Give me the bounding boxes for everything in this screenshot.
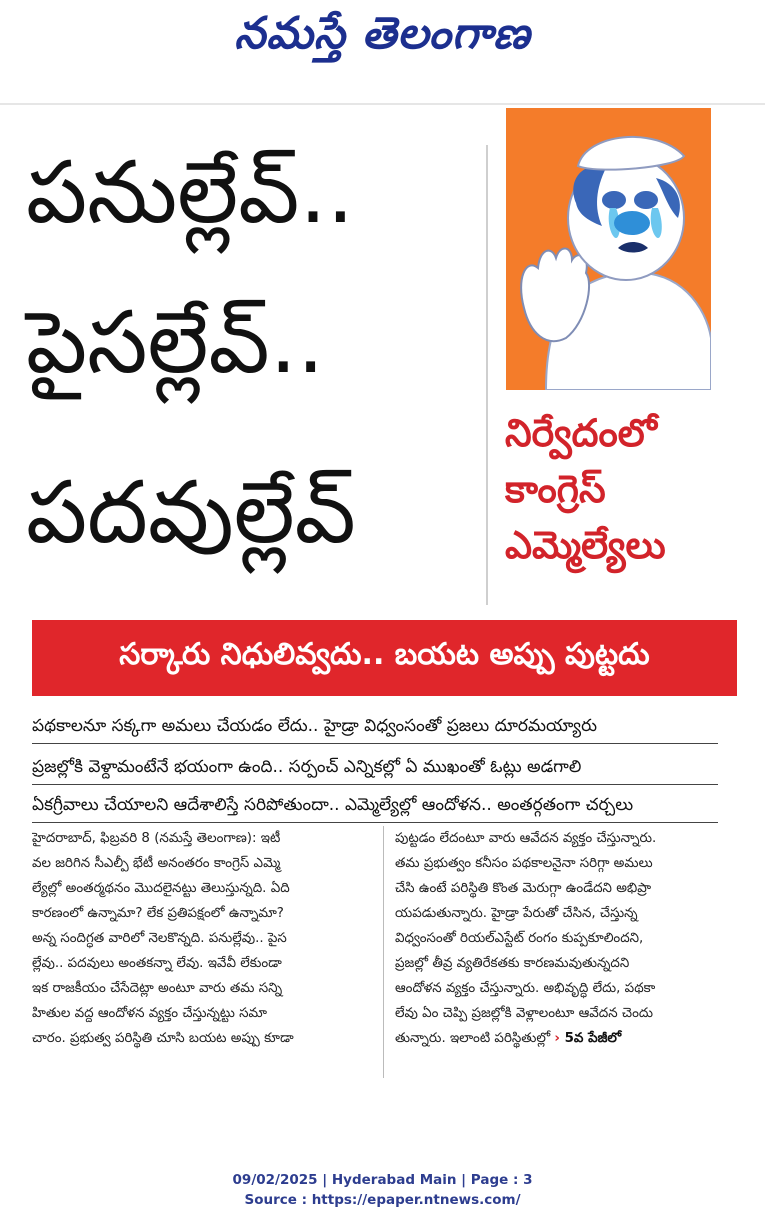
page-footer	[0, 1170, 765, 1210]
body-line: ఆందోళన వ్యక్తం చేస్తున్నారు. అభివృద్ధి లేదు, పథకా	[395, 981, 656, 996]
deck-divider-1	[32, 743, 718, 744]
article-column-right	[395, 826, 735, 1051]
deck-line-1: పథకాలనూ సక్కగా అమలు చేయడం లేదు.. హైడ్రా విధ్వంసంతో ప్రజలు దూరమయ్యారు	[32, 716, 598, 736]
body-line: చేసి ఉంటే పరిస్థితి కొంత మెరుగ్గా ఉండేదని అభిప్రా	[395, 881, 652, 896]
subheadline-banner	[32, 620, 737, 696]
body-line: హైదరాబాద్, ఫిబ్రవరి 8 (నమస్తే తెలంగాణ): ఇటీ	[32, 831, 281, 846]
headline-line-1: పనుల్లేవ్..	[26, 143, 355, 243]
masthead-divider	[0, 103, 765, 105]
article-column-left	[32, 826, 372, 1051]
side-headline-line-2: కాంగ్రెస్	[505, 467, 606, 512]
banner-text: సర్కారు నిధులివ్వదు.. బయట అప్పు పుట్టదు	[119, 637, 650, 672]
body-line: ల్యేల్లో అంతర్మథనం మొదలైనట్టు తెలుస్తున్నది. ఏది	[32, 881, 290, 896]
body-line: యపడుతున్నారు. హైడ్రా పేరుతో చేసిన, చేస్తున్న	[395, 906, 638, 921]
jump-text: 5వ పేజీలో	[564, 1031, 622, 1046]
deck-divider-3	[32, 822, 718, 823]
body-last-line	[395, 1026, 735, 1051]
body-line: కారణంలో ఉన్నామా? లేక ప్రతిపక్షంలో ఉన్నామా?	[32, 906, 284, 921]
source-link[interactable]: Source : https://epaper.ntnews.com/	[244, 1192, 521, 1208]
body-line: ప్రజల్లో తీవ్ర వ్యతిరేకతకు కారణమవుతున్నదని	[395, 956, 630, 971]
newspaper-title: నమస్తే తెలంగాణ	[234, 8, 531, 59]
body-line: చారం. ప్రభుత్వ పరిస్థితి చూసి బయట అప్పు కూడా	[32, 1031, 294, 1046]
body-line: హితుల వద్ద ఆందోళన వ్యక్తం చేస్తున్నట్టు సమా	[32, 1006, 267, 1021]
deck-line-3: ఏకగ్రీవాలు చేయాలని ఆదేశాలిస్తే సరిపోతుందా.. ఎమ్మెల్యేల్లో ఆందోళన.. అంతర్గతంగా చర్చలు	[32, 795, 634, 815]
side-headline-line-3: ఎమ్మెల్యేలు	[505, 523, 666, 568]
jump-arrow-icon: ›	[554, 1031, 560, 1046]
body-line: లేవు ఏం చెప్పి ప్రజల్లోకి వెళ్లాలంటూ ఆవేదన చెందు	[395, 1006, 653, 1021]
body-line: విధ్వంసంతో రియల్ఎస్టేట్ రంగం కుప్పకూలిందని,	[395, 931, 644, 946]
body-line: పుట్టడం లేదంటూ వారు ఆవేదన వ్యక్తం చేస్తున్నారు.	[395, 831, 657, 846]
headline-line-3: పదవుల్లేవ్	[26, 463, 356, 563]
deck-divider-2	[32, 784, 718, 785]
deck-line-2: ప్రజల్లోకి వెళ్దామంటేనే భయంగా ఉంది.. సర్పంచ్ ఎన్నికల్లో ఏ ముఖంతో ఓట్లు అడగాలి	[32, 757, 582, 777]
column-divider	[383, 826, 384, 1078]
crying-politician-cartoon	[506, 108, 711, 390]
body-line: ఇక రాజకీయం చేసేదెట్లా అంటూ వారు తమ సన్ని	[32, 981, 283, 996]
headline-line-2: పైసల్లేవ్..	[26, 293, 325, 393]
continued-on-page-link[interactable]	[554, 1031, 621, 1046]
body-line: వల జరిగిన సీఎల్పీ భేటీ అనంతరం కాంగ్రెస్ ఎమ్మె	[32, 856, 281, 871]
body-line: తున్నారు. ఇలాంటి పరిస్థితుల్లో	[395, 1031, 551, 1046]
headline-divider	[486, 145, 488, 605]
side-headline-line-1: నిర్వేదంలో	[505, 411, 657, 455]
masthead	[0, 0, 765, 72]
body-line: అన్న సందిగ్ధత వారిలో నెలకొన్నది. పనుల్లేవు.. పైస	[32, 931, 287, 946]
body-line: ల్లేవు.. పదవులు అంతకన్నా లేవు. ఇవేవీ లేకుండా	[32, 956, 282, 971]
cartoon-illustration	[506, 108, 711, 390]
edition-info: 09/02/2025 | Hyderabad Main | Page : 3	[232, 1172, 533, 1188]
side-headline	[505, 405, 745, 574]
body-line: తమ ప్రభుత్వం కనీసం పథకాలనైనా సరిగ్గా అమలు	[395, 856, 653, 871]
